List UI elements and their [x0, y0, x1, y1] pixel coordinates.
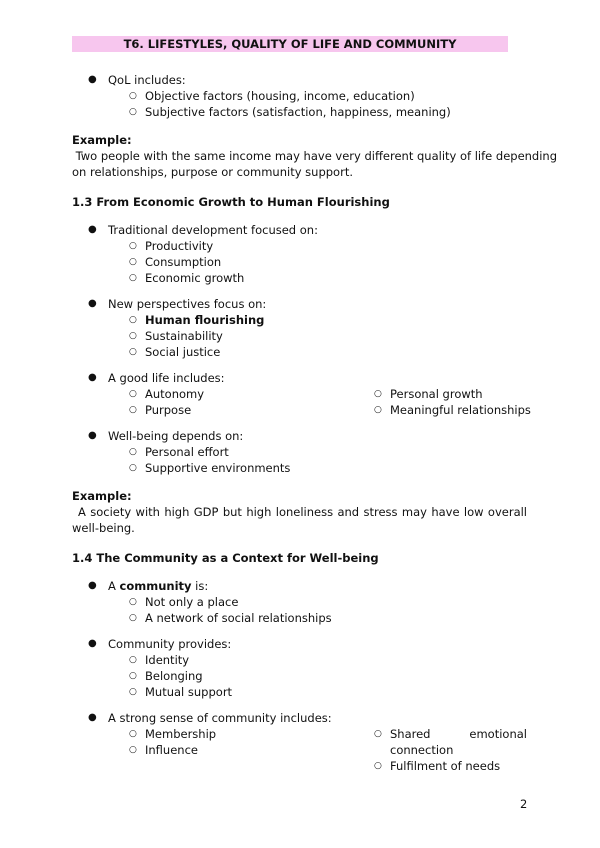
- circle-bullet-icon: ○: [129, 745, 137, 755]
- bullet-qol: ● QoL includes:: [88, 73, 186, 87]
- circle-bullet-icon: ○: [374, 405, 382, 415]
- sub-item-continued: connection: [390, 743, 454, 757]
- circle-bullet-icon: ○: [374, 389, 382, 399]
- circle-bullet-icon: ○: [129, 273, 137, 283]
- circle-bullet-icon: ○: [374, 761, 382, 771]
- circle-bullet-icon: ○: [129, 331, 137, 341]
- circle-bullet-icon: ○: [129, 389, 137, 399]
- example-text-line: on relationships, purpose or community support.: [72, 165, 353, 179]
- bullet-dot-icon: ●: [88, 74, 97, 85]
- page-title: T6. LIFESTYLES, QUALITY OF LIFE AND COMMUNITY: [72, 36, 508, 52]
- circle-bullet-icon: ○: [129, 655, 137, 665]
- circle-bullet-icon: ○: [129, 257, 137, 267]
- sub-item: ○ Subjective factors (satisfaction, happiness, meaning): [129, 105, 451, 119]
- circle-bullet-icon: ○: [129, 347, 137, 357]
- example-text-line: Two people with the same income may have very different quality of life depending: [72, 149, 558, 163]
- sub-item: ○ Personal growth: [374, 387, 483, 401]
- circle-bullet-icon: ○: [129, 315, 137, 325]
- bullet-community: ● A community is:: [88, 579, 209, 593]
- sub-item: ○ Not only a place: [129, 595, 239, 609]
- section-heading: 1.4 The Community as a Context for Well-being: [72, 551, 379, 565]
- section-heading: 1.3 From Economic Growth to Human Flourishing: [72, 195, 390, 209]
- sub-item: ○ A network of social relationships: [129, 611, 332, 625]
- sub-item: ○ Influence: [129, 743, 198, 757]
- example-label: Example:: [72, 489, 132, 503]
- bullet-dot-icon: ●: [88, 224, 97, 235]
- sub-item: ○ Supportive environments: [129, 461, 291, 475]
- sub-item: ○ Autonomy: [129, 387, 205, 401]
- sub-item: ○ Objective factors (housing, income, education): [129, 89, 415, 103]
- sub-item: ○ Mutual support: [129, 685, 233, 699]
- bullet-provides: ● Community provides:: [88, 637, 232, 651]
- sub-item: ○ Shared emotional: [374, 727, 527, 741]
- sub-item: ○ Consumption: [129, 255, 222, 269]
- sub-item: ○ Sustainability: [129, 329, 223, 343]
- bullet-dot-icon: ●: [88, 430, 97, 441]
- sub-item: ○ Membership: [129, 727, 217, 741]
- sub-item: ○ Purpose: [129, 403, 192, 417]
- circle-bullet-icon: ○: [129, 107, 137, 117]
- circle-bullet-icon: ○: [129, 463, 137, 473]
- page-number: 2: [520, 797, 528, 811]
- circle-bullet-icon: ○: [129, 687, 137, 697]
- bullet-dot-icon: ●: [88, 298, 97, 309]
- circle-bullet-icon: ○: [129, 241, 137, 251]
- sub-item: ○ Social justice: [129, 345, 221, 359]
- circle-bullet-icon: ○: [129, 729, 137, 739]
- bullet-dot-icon: ●: [88, 372, 97, 383]
- sub-item: ○ Fulfilment of needs: [374, 759, 501, 773]
- sub-item: ○ Human flourishing: [129, 313, 265, 327]
- bullet-dot-icon: ●: [88, 580, 97, 591]
- sub-item: ○ Personal effort: [129, 445, 229, 459]
- circle-bullet-icon: ○: [129, 447, 137, 457]
- circle-bullet-icon: ○: [129, 91, 137, 101]
- circle-bullet-icon: ○: [129, 613, 137, 623]
- bullet-goodlife: ● A good life includes:: [88, 371, 225, 385]
- example-text-line: A society with high GDP but high loneliness and stress may have low overall: [78, 505, 527, 519]
- sub-item: ○ Economic growth: [129, 271, 245, 285]
- bullet-dot-icon: ●: [88, 712, 97, 723]
- bullet-sense: ● A strong sense of community includes:: [88, 711, 332, 725]
- circle-bullet-icon: ○: [129, 405, 137, 415]
- bullet-wellbeing: ● Well-being depends on:: [88, 429, 244, 443]
- circle-bullet-icon: ○: [374, 729, 382, 739]
- sub-item: ○ Belonging: [129, 669, 203, 683]
- bullet-perspectives: ● New perspectives focus on:: [88, 297, 267, 311]
- sub-item: ○ Meaningful relationships: [374, 403, 531, 417]
- sub-item: ○ Productivity: [129, 239, 214, 253]
- example-label: Example:: [72, 133, 132, 147]
- circle-bullet-icon: ○: [129, 597, 137, 607]
- sub-item: ○ Identity: [129, 653, 190, 667]
- circle-bullet-icon: ○: [129, 671, 137, 681]
- bullet-traditional: ● Traditional development focused on:: [88, 223, 318, 237]
- bullet-dot-icon: ●: [88, 638, 97, 649]
- example-text-line: well-being.: [72, 521, 135, 535]
